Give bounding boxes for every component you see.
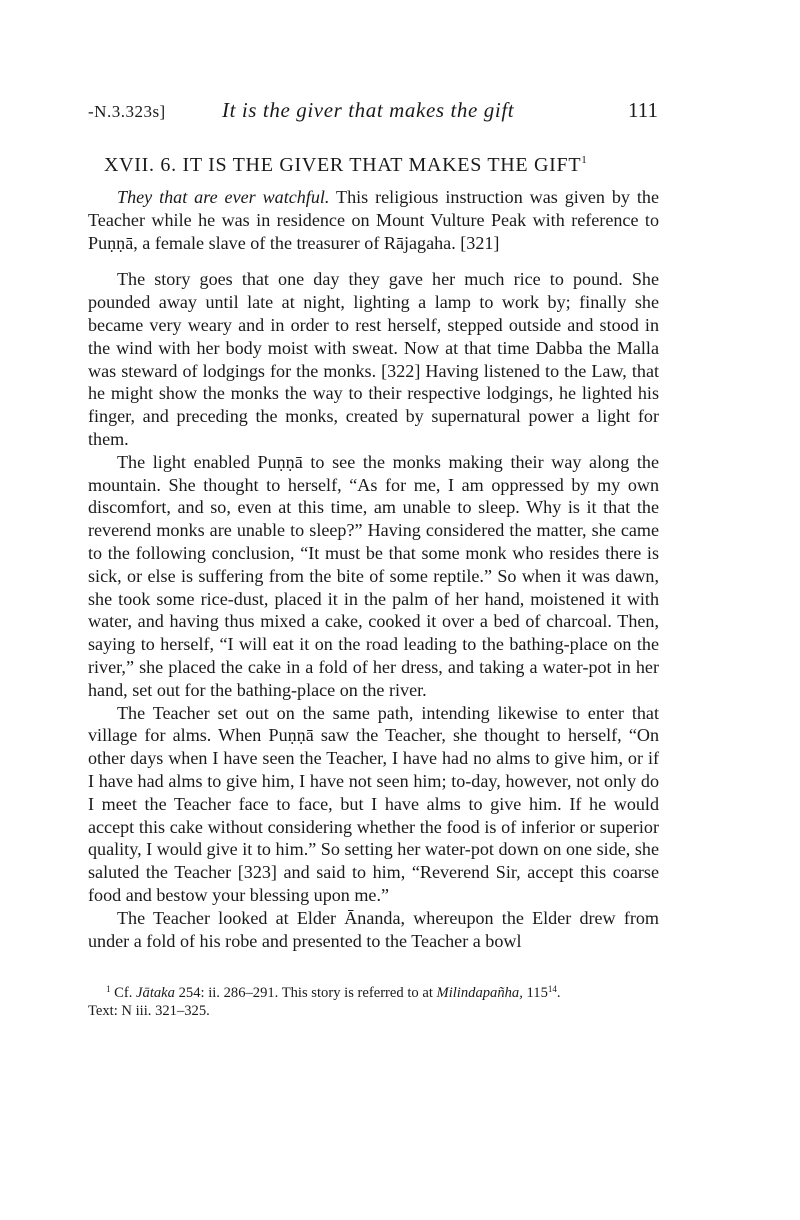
paragraph-teacher [88, 702, 659, 907]
page-number: 111 [628, 98, 658, 122]
footnote-text: Cf. [110, 985, 137, 1001]
footnotes [88, 980, 659, 1020]
footnote-mark: 1 [106, 984, 111, 994]
footnote-jataka: Jātaka [136, 985, 175, 1001]
footnote-source-text: Text: N iii. 321–325. [88, 1003, 210, 1019]
body-text [88, 186, 659, 952]
footnote-1 [88, 980, 659, 1020]
footnote-text: 254: ii. 286–291. This story is referred to at [174, 985, 437, 1001]
paragraph-text: The story goes that one day they gave her much rice to pound. She pounded away until late at night, lighting a lamp to work by; finally she became very weary and in order to rest herself, stepped outside and stood in the wind with her body moist with sweat. Now at that time Dabba the Malla was steward of lodgings for the monks. [322] Having listened to the Law, that he might show the monks the way to their respective lodgings, he lighted his finger, and preceding the monks, created by supernatural power a light for them. [88, 269, 659, 449]
chapter-title [104, 154, 664, 177]
paragraph-ananda [88, 907, 659, 953]
paragraph-light [88, 451, 659, 702]
footnote-text: . [556, 985, 561, 1001]
footnote-milinda: Milindapañha, [436, 985, 523, 1001]
paragraph-text: The Teacher set out on the same path, intending likewise to enter that village for alms. When Puṇṇā saw the Teacher, she thought to herself, “On other days when I have seen the Teacher, I have had no alms to give him, or if I have had alms to give him, I have not seen him; to-day, however, not only do I meet the Teacher face to face, but I have alms to give him. If he would accept this cake without considering whether the food is of inferior or superior quality, I would give it to him.” So setting her water-pot down on one side, she saluted the Teacher [323] and said to him, “Reverend Sir, accept this coarse food and bestow your blessing upon me.” [88, 702, 659, 905]
section-reference: -N.3.323s] [88, 102, 166, 121]
paragraph-intro [88, 186, 659, 254]
opening-verse-words: They that are ever watchful. [117, 187, 330, 207]
paragraph-story [88, 268, 659, 450]
chapter-title-text: XVII. 6. IT IS THE GIVER THAT MAKES THE GIFT [104, 154, 582, 176]
paragraph-text: The Teacher looked at Elder Ānanda, whereupon the Elder drew from under a fold of his robe and presented to the Teacher a bowl [88, 907, 659, 951]
paragraph-text: The light enabled Puṇṇā to see the monks making their way along the mountain. She thought to herself, “As for me, I am oppressed by my own discomfort, and so, even at this time, am unable to sleep. Why is it that the reverend monks are unable to sleep?” Having considered the matter, she came to the following conclusion, “It must be that some monk who resides there is sick, or else is suffering from the bite of some reptile.” So when it was dawn, she took some rice-dust, placed it in the palm of her hand, moistened it with water, and having thus mixed a cake, cooked it over a bed of charcoal. Then, saying to herself, “I will eat it on the road leading to the bathing-place on the river,” she placed the cake in a fold of her dress, and taking a water-pot in her hand, set out for the bathing-place on the river. [88, 451, 659, 700]
paragraph-text: This religious instruction was given by the Teacher while he was in residence on Mount Vulture Peak with reference to Puṇṇā, a female slave of the treasurer of Rājagaha. [321] [88, 187, 659, 253]
running-title: It is the giver that makes the gift [222, 98, 515, 122]
footnote-ref-sup: 14 [547, 984, 557, 994]
footnote-text: 115 [522, 985, 548, 1001]
running-head [88, 98, 658, 128]
chapter-footnote-mark: 1 [581, 154, 588, 166]
